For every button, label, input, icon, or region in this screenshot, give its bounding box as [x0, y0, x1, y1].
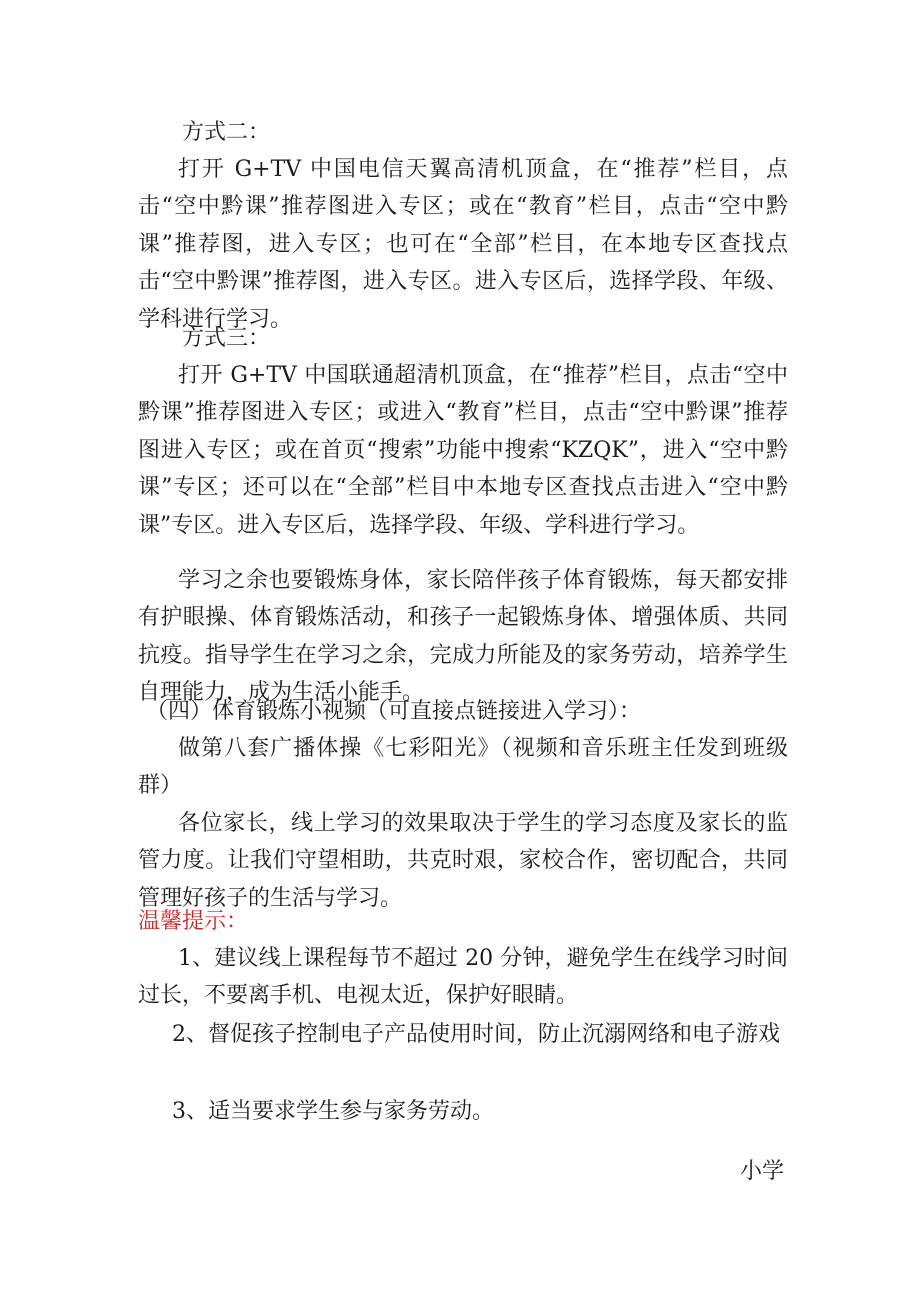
- tips-heading: 温馨提示：: [138, 909, 249, 934]
- method2-body: 打开 G+TV 中国电信天翼高清机顶盒，在“推荐”栏目，点击“空中黔课”推荐图进入专区；或在“教育”栏目，点击“空中黔课”推荐图，进入专区；也可在“全部”栏目，在本地专区查找点击“空中黔课”推荐图，进入专区。进入专区后，选择学段、年级、学科进行学习。: [138, 157, 788, 332]
- tip-2: 2、督促孩子控制电子产品使用时间，防止沉溺网络和电子游戏: [172, 1022, 780, 1047]
- tip-1: 1、建议线上课程每节不超过 20 分钟，避免学生在线学习时间过长，不要离手机、电视太近，保护好眼睛。: [138, 946, 788, 1009]
- exercise-paragraph: 学习之余也要锻炼身体，家长陪伴孩子体育锻炼，每天都安排有护眼操、体育锻炼活动，和孩子一起锻炼身体、增强体质、共同抗疫。指导学生在学习之余，完成力所能及的家务劳动，培养学生自理能力，成为生活小能手。: [138, 568, 788, 706]
- signature: 小学: [740, 1159, 785, 1184]
- method2-heading: 方式二：: [182, 120, 271, 145]
- section4-body: 做第八套广播体操《七彩阳光》（视频和音乐班主任发到班级群）: [138, 736, 788, 799]
- method3-heading: 方式三：: [182, 326, 271, 351]
- tip-3: 3、适当要求学生参与家务劳动。: [172, 1099, 494, 1124]
- section4-heading: （四）体育锻炼小视频（可直接点链接进入学习）：: [146, 699, 642, 724]
- closing-paragraph: 各位家长，线上学习的效果取决于学生的学习态度及家长的监管力度。让我们守望相助，共克时艰，家校合作，密切配合，共同管理好孩子的生活与学习。: [138, 811, 788, 911]
- method3-body: 打开 G+TV 中国联通超清机顶盒，在“推荐”栏目，点击“空中黔课”推荐图进入专区；或进入“教育”栏目，点击“空中黔课”推荐图进入专区；或在首页“搜索”功能中搜索“KZQK”，进入“空中黔课”专区；还可以在“全部”栏目中本地专区查找点击进入“空中黔课”专区。进入专区后，选择学段、年级、学科进行学习。: [138, 363, 788, 538]
